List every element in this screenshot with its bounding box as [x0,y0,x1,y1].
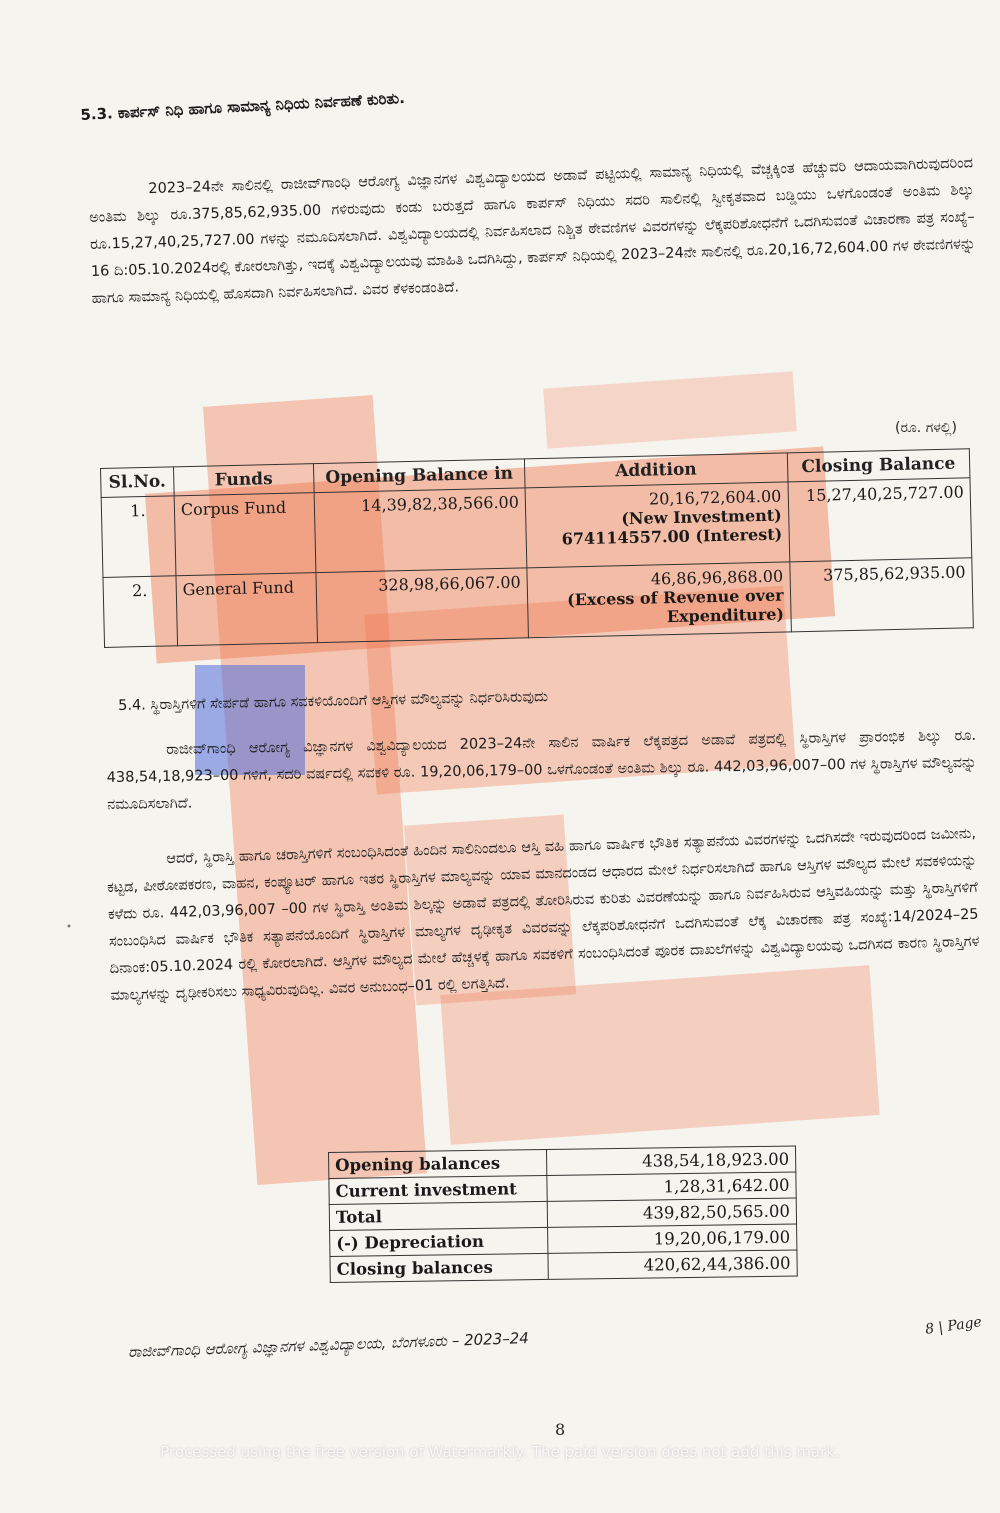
row-closing: 375,85,62,935.00 [789,558,973,632]
row-fund-name: General Fund [176,573,318,646]
row-slno: 2. [103,576,177,648]
table-row [330,1250,797,1283]
margin-mark: • [66,922,72,933]
col-header-opening: Opening Balance in [313,459,525,493]
section-5-4-paragraph-2: ಆದರೆ, ಸ್ಥಿರಾಸ್ತಿ ಹಾಗೂ ಚರಾಸ್ತಿಗಳಿಗೆ ಸಂಬಂಧಿಸಿದಂತೆ ಹಿಂದಿನ ಸಾಲಿನಿಂದಲೂ ಆಸ್ತಿ ವಹಿ ಹಾಗೂ ವಾರ್ಷಿಕ ಭೌತಿಕ ಸತ್ಯಾಪನೆಯ ವಿವರಗಳನ್ನು ಒದಗಿಸದೇ ಇರುವುದರಿಂದ ಜಮೀನು, ಕಟ್ಟಡ, ಪೀಠೋಪಕರಣ, ವಾಹನ, ಕಂಪ್ಯೂಟರ್ ಹಾಗೂ ಇತರ ಸ್ಥಿರಾಸ್ತಿಗಳ ಮಾಲ್ಯವನ್ನು ಯಾವ ಮಾನದಂಡದ ಆಧಾರದ ಮೇಲೆ ನಿರ್ಧರಿಸಲಾಗಿದೆ ಹಾಗೂ ಆಸ್ತಿಗಳ ಮೌಲ್ಯದ ಮೇಲೆ ಸವಕಳಿಯನ್ನು ಕಳೆದು ರೂ. 442,03,96,007 –00 ಗಳ ಸ್ಥಿರಾಸ್ತಿ ಅಂತಿಮ ಶಿಲ್ಕನ್ನು ಅಡಾವೆ ಪತ್ರದಲ್ಲಿ ತೋರಿಸಿರುವ ಕುರಿತು ವಿವರಣೆಯನ್ನು ಹಾಗೂ ನಿರ್ವಹಿಸಿರುವ ಆಸ್ತಿವಹಿಯನ್ನು ಮತ್ತು ಸ್ಥಿರಾಸ್ತಿಗಳಿಗೆ ಸಂಬಂಧಿಸಿದ ವಾರ್ಷಿಕ ಭೌತಿಕ ಸತ್ಯಾಪನೆಯೊಂದಿಗೆ ಸ್ಥಿರಾಸ್ತಿಗಳ ಮಾಲ್ಯಗಳ ದೃಢೀಕೃತ ವಿವರವನ್ನು ಲೆಕ್ಕಪರಿಶೋಧನೆಗೆ ಒದಗಿಸುವಂತೆ ಲೆಕ್ಕ ವಿಚಾರಣಾ ಪತ್ರ ಸಂಖ್ಯೆ:14/2024–25 ದಿನಾಂಕ:05.10.2024 ರಲ್ಲಿ ಕೋರಲಾಗಿದೆ. ಆಸ್ತಿಗಳ ಮೌಲ್ಯದ ಮೇಲೆ ಹೆಚ್ಚಳಕ್ಕೆ ಹಾಗೂ ಸವಕಳಿಗೆ ಸಂಬಂಧಿಸಿದಂತೆ ಪೂರಕ ದಾಖಲೆಗಳನ್ನು ವಿಶ್ವವಿದ್ಯಾಲಯವು ಒದಗಿಸದ ಕಾರಣ ಸ್ಥಿರಾಸ್ತಿಗಳ ಮಾಲ್ಯಗಳನ್ನು ದೃಢೀಕರಿಸಲು ಸಾಧ್ಯವಿರುವುದಿಲ್ಲ. ವಿವರ ಅನುಬಂಧ–01 ರಲ್ಲಿ ಲಗತ್ತಿಸಿದೆ. [107,825,980,1004]
funds-table [100,448,974,648]
addition-interest: 674114557.00 (Interest) [561,524,783,549]
row-opening: 14,39,82,38,566.00 [314,488,527,573]
asset-label: Opening balances [329,1149,547,1178]
asset-value: 1,28,31,642.00 [547,1172,796,1201]
row-opening: 328,98,66,067.00 [316,568,529,643]
section-5-3-paragraph: 2023–24ನೇ ಸಾಲಿನಲ್ಲಿ ರಾಜೀವ್‌ಗಾಂಧಿ ಆರೋಗ್ಯ ವಿಜ್ಞಾನಗಳ ವಿಶ್ವವಿದ್ಯಾಲಯದ ಅಡಾವೆ ಪಟ್ಟಿಯಲ್ಲಿ ಸಾಮಾನ್ಯ ನಿಧಿಯಲ್ಲಿ ವೆಚ್ಚಕ್ಕಿಂತ ಹೆಚ್ಚುವರಿ ಆದಾಯವಾಗಿರುವುದರಿಂದ ಅಂತಿಮ ಶಿಲ್ಕು ರೂ.375,85,62,935.00 ಗಳಿರುವುದು ಕಂಡು ಬರುತ್ತದೆ ಹಾಗೂ ಕಾರ್ಪಸ್ ನಿಧಿಯು ಸದರಿ ಸಾಲಿನಲ್ಲಿ ಸ್ವೀಕೃತವಾದ ಬಡ್ಡಿಯು ಒಳಗೊಂಡಂತೆ ಅಂತಿಮ ಶಿಲ್ಕು ರೂ.15,27,40,25,727.00 ಗಳನ್ನು ನಮೂದಿಸಲಾಗಿದೆ. ವಿಶ್ವವಿದ್ಯಾಲಯದಲ್ಲಿ ನಿರ್ವಹಿಸಲಾದ ನಿಶ್ಚಿತ ಠೇವಣಿಗಳ ವಿವರಗಳನ್ನು ಲೆಕ್ಕಪರಿಶೋಧನೆಗೆ ಒದಗಿಸುವಂತೆ ವಿಚಾರಣಾ ಪತ್ರ ಸಂಖ್ಯೆ–16 ದಿ:05.10.2024ರಲ್ಲಿ ಕೋರಲಾಗಿತ್ತು, ಇದಕ್ಕೆ ವಿಶ್ವವಿದ್ಯಾಲಯವು ಮಾಹಿತಿ ಒದಗಿಸಿದ್ದು, ಕಾರ್ಪಸ್ ನಿಧಿಯಲ್ಲಿ 2023–24ನೇ ಸಾಲಿನಲ್ಲಿ ರೂ.20,16,72,604.00 ಗಳ ಠೇವಣಿಗಳನ್ನು ಹಾಗೂ ಸಾಮಾನ್ಯ ನಿಧಿಯಲ್ಲಿ ಹೊಸದಾಗಿ ನಿರ್ವಹಿಸಲಾಗಿದೆ. ವಿವರ ಕೆಳಕಂಡಂತಿದೆ. [89,155,976,307]
footer-text: ರಾಜೀವ್‌ಗಾಂಧಿ ಆರೋಗ್ಯ ವಿಜ್ಞಾನಗಳ ವಿಶ್ವವಿದ್ಯಾಲಯ, ಬೆಂಗಳೂರು – 2023–24 [127,1329,530,1361]
row-closing: 15,27,40,25,727.00 [787,478,971,562]
asset-value: 19,20,06,179.00 [548,1224,797,1253]
col-header-addition: Addition [524,453,787,488]
watermark-notice: Processed using the free version of Watermarkly. The paid version does not add this mark. [160,1443,840,1461]
page-number: 8 [555,1420,566,1439]
addition-amount: 46,86,96,868.00 [650,566,784,589]
addition-note: (New Investment) [621,505,782,529]
row-addition [527,562,791,638]
asset-label: (-) Depreciation [330,1227,548,1256]
page-label: 8 | Page [924,1314,983,1338]
addition-note: (Excess of Revenue over Expenditure) [566,585,785,627]
row-addition [525,482,789,568]
asset-label: Current investment [329,1175,547,1204]
asset-label: Closing balances [330,1253,548,1282]
unit-note: (ರೂ. ಗಳಲ್ಲಿ) [895,420,957,436]
section-5-3-heading: 5.3. ಕಾರ್ಪಸ್ ನಿಧಿ ಹಾಗೂ ಸಾಮಾನ್ಯ ನಿಧಿಯ ನಿರ್ವಹಣೆ ಕುರಿತು. [80,89,406,124]
col-header-closing: Closing Balance [787,449,970,482]
row-fund-name: Corpus Fund [174,493,316,576]
section-5-4-paragraph-1: ರಾಜೀವ್‌ಗಾಂಧಿ ಆರೋಗ್ಯ ವಿಜ್ಞಾನಗಳ ವಿಶ್ವವಿದ್ಯಾಲಯದ 2023–24ನೇ ಸಾಲಿನ ವಾರ್ಷಿಕ ಲೆಕ್ಕಪತ್ರದ ಅಡಾವೆ ಪತ್ರದಲ್ಲಿ ಸ್ಥಿರಾಸ್ತಿಗಳ ಪ್ರಾರಂಭಿಕ ಶಿಲ್ಕು ರೂ. 438,54,18,923–00 ಗಳಿಗೆ, ಸದರಿ ವರ್ಷದಲ್ಲಿ ಸವಕಳಿ ರೂ. 19,20,06,179–00 ಒಳಗೊಂಡಂತೆ ಅಂತಿಮ ಶಿಲ್ಕು ರೂ. 442,03,96,007–00 ಗಳ ಸ್ಥಿರಾಸ್ತಿಗಳ ಮೌಲ್ಯವನ್ನು ನಮೂದಿಸಲಾಗಿದೆ. [106,727,977,813]
asset-value: 439,82,50,565.00 [547,1198,796,1227]
assets-table [328,1145,798,1283]
addition-amount: 20,16,72,604.00 [648,486,782,509]
asset-value: 438,54,18,923.00 [546,1146,795,1175]
col-header-slno: Sl.No. [101,467,174,498]
col-header-funds: Funds [173,464,314,496]
asset-label: Total [329,1201,547,1230]
row-slno: 1. [101,496,176,578]
section-5-4-heading: 5.4. ಸ್ಥಿರಾಸ್ತಿಗಳಿಗೆ ಸೇರ್ಪಡೆ ಹಾಗೂ ಸವಕಳಿಯೊಂದಿಗೆ ಆಸ್ತಿಗಳ ಮೌಲ್ಯವನ್ನು ನಿರ್ಧರಿಸಿರುವುದು [118,688,549,714]
asset-value: 420,62,44,386.00 [548,1250,797,1279]
watermark-band [543,371,797,448]
